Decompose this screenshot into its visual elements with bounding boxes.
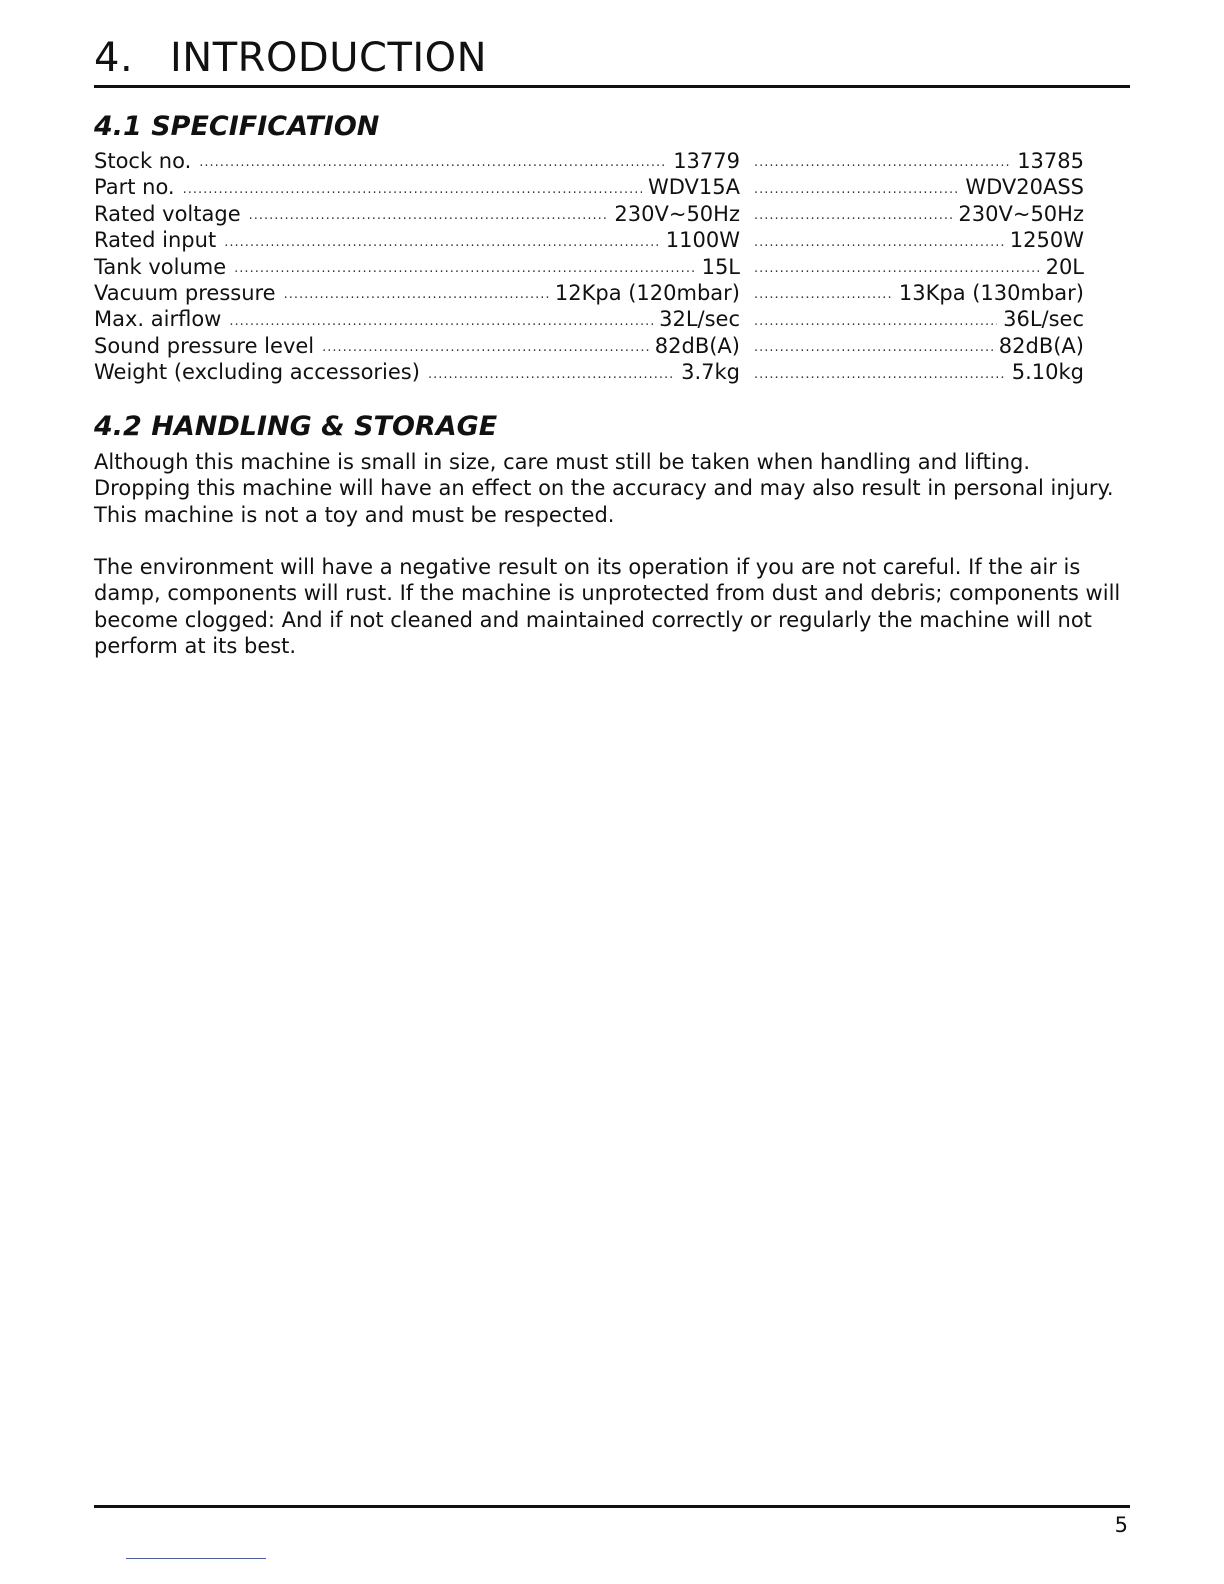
chapter-number: 4. <box>94 35 134 81</box>
spec-label: Tank volume <box>94 254 227 279</box>
handling-paragraph: Although this machine is small in size, care must still be taken when handling and lifting. Dropping this machine will have an effect on the accuracy and may also result in personal injury. This machine is not a toy and must be respected. <box>94 450 1114 527</box>
spec-value-wdv15a: 12Kpa (120mbar) <box>554 280 740 305</box>
page-title <box>94 34 487 82</box>
dot-leader <box>754 280 893 306</box>
spec-row <box>94 227 1084 253</box>
dot-leader <box>754 333 993 359</box>
spec-value-wdv15a: 32L/sec <box>659 307 740 332</box>
dot-leader <box>229 306 653 332</box>
dot-leader <box>754 227 1004 253</box>
dot-leader <box>754 201 952 227</box>
spec-value-wdv20ass: WDV20ASS <box>965 175 1084 200</box>
spec-row <box>94 359 1084 385</box>
dot-leader <box>754 174 959 200</box>
spec-value-wdv15a: WDV15A <box>647 175 740 200</box>
specification-table <box>94 148 1084 386</box>
dot-leader <box>234 254 695 280</box>
dot-leader <box>754 359 1006 385</box>
environment-paragraph: The environment will have a negative result on its operation if you are not careful. If the air is damp, components will rust. If the machine is unprotected from dust and debris; components will become clogged: And if not cleaned and maintained correctly or regularly the machine will not perform at its best. <box>94 555 1121 659</box>
specification-heading: 4.1 SPECIFICATION <box>94 111 380 142</box>
spec-label: Part no. <box>94 175 175 200</box>
spec-label: Weight (excluding accessories) <box>94 360 420 385</box>
dot-leader <box>754 254 1040 280</box>
dot-leader <box>754 306 997 332</box>
spec-value-wdv20ass: 36L/sec <box>1003 307 1084 332</box>
spec-label: Max. airflow <box>94 307 222 332</box>
spec-value-wdv15a: 13779 <box>673 149 740 173</box>
page-number: 5 <box>1114 1513 1128 1537</box>
chapter-title: INTRODUCTION <box>170 35 488 81</box>
dot-leader <box>284 280 549 306</box>
spec-value-wdv20ass: 13785 <box>1017 149 1084 173</box>
dot-leader <box>754 148 1011 174</box>
spec-label: Stock no. <box>94 149 192 173</box>
spec-value-wdv20ass: 230V~50Hz <box>958 201 1084 226</box>
spec-row <box>94 148 1084 174</box>
spec-value-wdv15a: 230V~50Hz <box>614 201 740 226</box>
dot-leader <box>428 359 675 385</box>
spec-row <box>94 333 1084 359</box>
title-rule <box>94 85 1130 88</box>
handling-storage-heading: 4.2 HANDLING & STORAGE <box>94 411 498 442</box>
spec-value-wdv15a: 3.7kg <box>681 360 740 385</box>
spec-value-wdv20ass: 5.10kg <box>1011 360 1084 385</box>
spec-label: Sound pressure level <box>94 333 315 358</box>
spec-label: Vacuum pressure <box>94 280 276 305</box>
spec-value-wdv20ass: 1250W <box>1009 228 1084 253</box>
spec-label: Rated voltage <box>94 201 241 226</box>
spec-value-wdv20ass: 82dB(A) <box>998 333 1084 358</box>
spec-value-wdv20ass: 20L <box>1045 254 1084 279</box>
spec-value-wdv20ass: 13Kpa (130mbar) <box>898 280 1084 305</box>
spec-row <box>94 254 1084 280</box>
spec-row <box>94 174 1084 200</box>
spec-value-wdv15a: 1100W <box>665 228 740 253</box>
link-underline <box>126 1558 266 1559</box>
dot-leader <box>224 227 660 253</box>
dot-leader <box>249 201 609 227</box>
dot-leader <box>183 174 642 200</box>
spec-row <box>94 201 1084 227</box>
spec-value-wdv15a: 15L <box>701 254 740 279</box>
dot-leader <box>199 148 667 174</box>
spec-row <box>94 280 1084 306</box>
spec-row <box>94 306 1084 332</box>
footer-rule <box>94 1505 1130 1508</box>
spec-value-wdv15a: 82dB(A) <box>654 333 740 358</box>
dot-leader <box>322 333 649 359</box>
spec-label: Rated input <box>94 228 217 253</box>
